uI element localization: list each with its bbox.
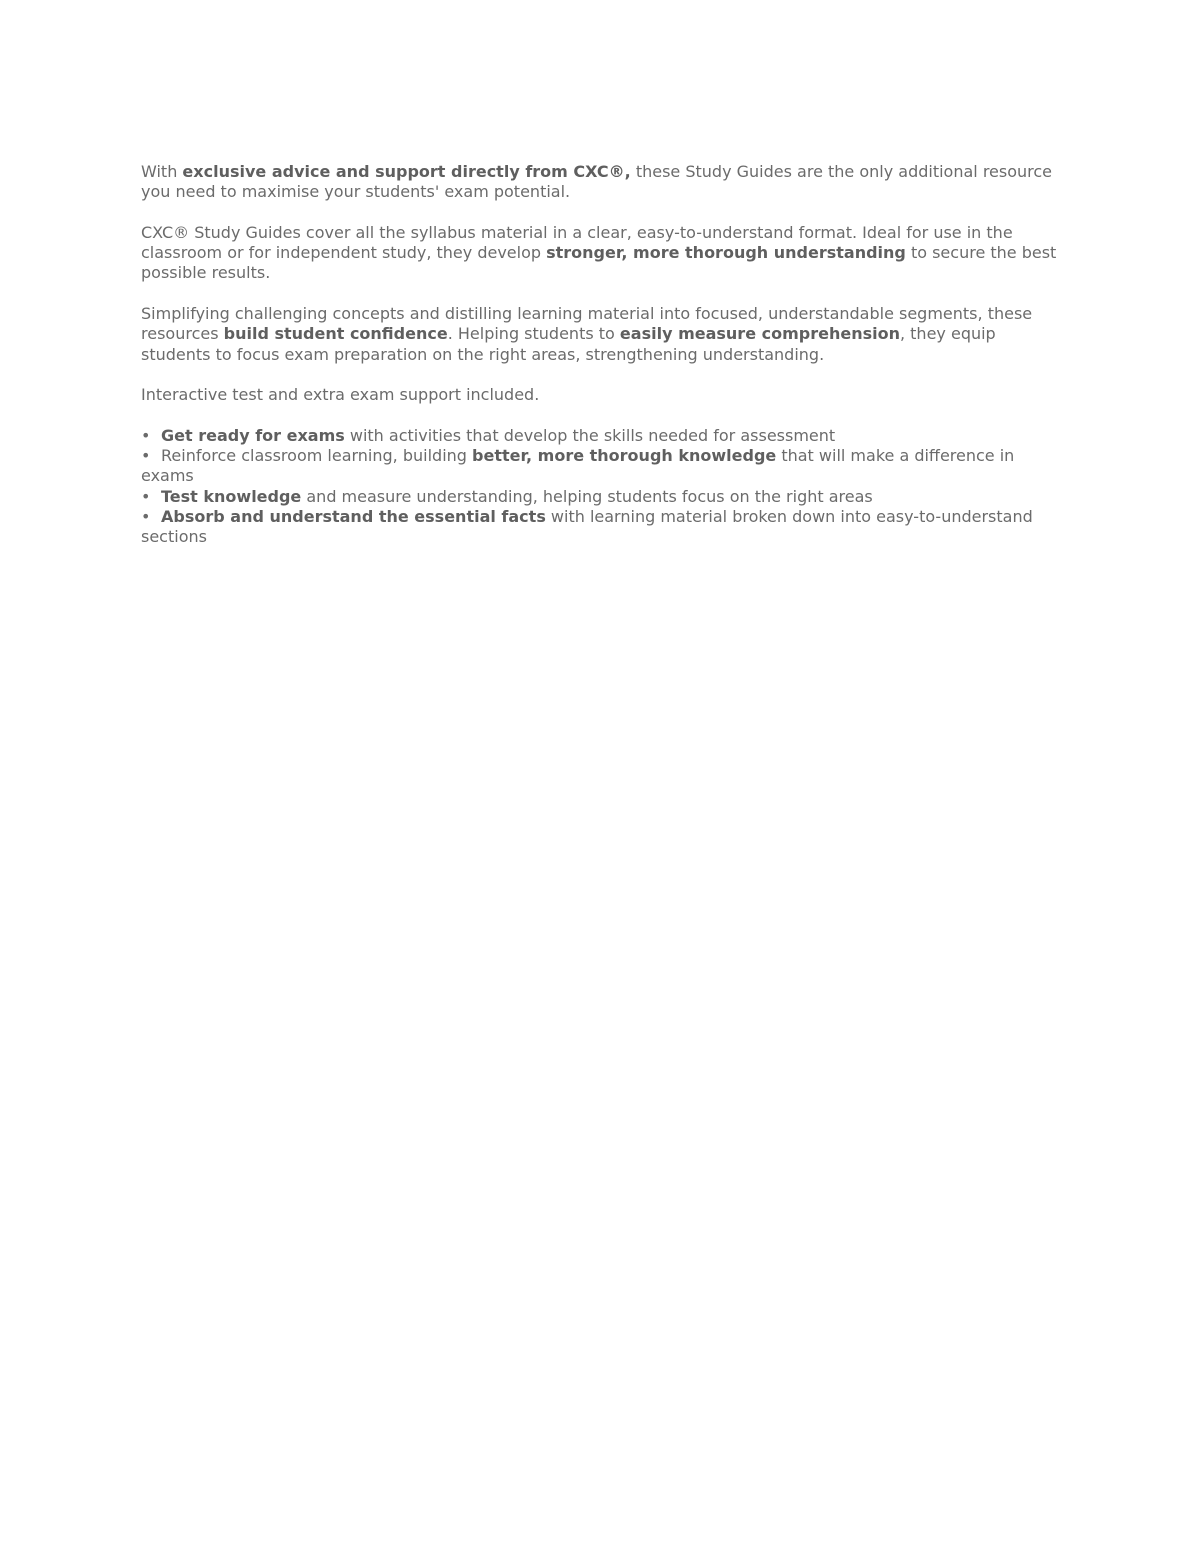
bullet-icon: •	[141, 486, 151, 506]
bullet-icon: •	[141, 507, 151, 527]
text-segment-bold: easily measure comprehension	[619, 324, 900, 344]
text-segment: CXC® Study Guides cover all the syllabus material in a clear, easy-to-understand format. Ideal for use in the classroom or for independent study, they develop	[141, 222, 1013, 263]
text-segment: Interactive test and extra exam support included.	[141, 385, 540, 405]
text-segment: that will make a difference in exams	[141, 446, 1015, 486]
paragraph-coverage	[141, 223, 1066, 284]
text-segment: and measure understanding, helping students focus on the right areas	[301, 486, 873, 506]
document-page	[141, 162, 1066, 548]
text-segment-bold: stronger, more thorough understanding	[546, 243, 906, 263]
bullet-list	[141, 426, 1066, 548]
bullet-item	[141, 446, 1066, 487]
paragraph-confidence	[141, 304, 1066, 365]
text-segment: with activities that develop the skills needed for assessment	[344, 425, 836, 445]
text-segment-bold: build student confidence	[223, 324, 448, 344]
text-segment: to secure the best possible results.	[141, 243, 1057, 283]
text-segment: , they equip students to focus exam preparation on the right areas, strengthening understanding.	[141, 324, 996, 364]
text-segment: With	[141, 162, 183, 181]
bullet-icon: •	[141, 446, 151, 466]
bullet-icon: •	[141, 425, 151, 445]
text-segment-bold: exclusive advice and support directly from CXC®,	[182, 162, 631, 181]
paragraph-included	[141, 385, 1066, 405]
paragraph-intro	[141, 162, 1066, 203]
text-segment: Reinforce classroom learning, building	[161, 446, 473, 466]
bullet-item	[141, 426, 1066, 446]
text-segment: these Study Guides are the only additional resource you need to maximise your students' exam potential.	[141, 162, 1053, 202]
text-segment-bold: Test knowledge	[161, 486, 302, 506]
bullet-item	[141, 487, 1066, 507]
text-segment-bold: Get ready for exams	[161, 425, 345, 445]
text-segment-bold: better, more thorough knowledge	[472, 446, 777, 466]
text-segment: . Helping students to	[447, 324, 620, 344]
text-segment: with learning material broken down into easy-to-understand sections	[141, 507, 1033, 547]
text-segment-bold: Absorb and understand the essential facts	[161, 507, 546, 527]
text-segment: Simplifying challenging concepts and distilling learning material into focused, understandable segments, these resources	[141, 304, 1033, 344]
bullet-item	[141, 507, 1066, 548]
